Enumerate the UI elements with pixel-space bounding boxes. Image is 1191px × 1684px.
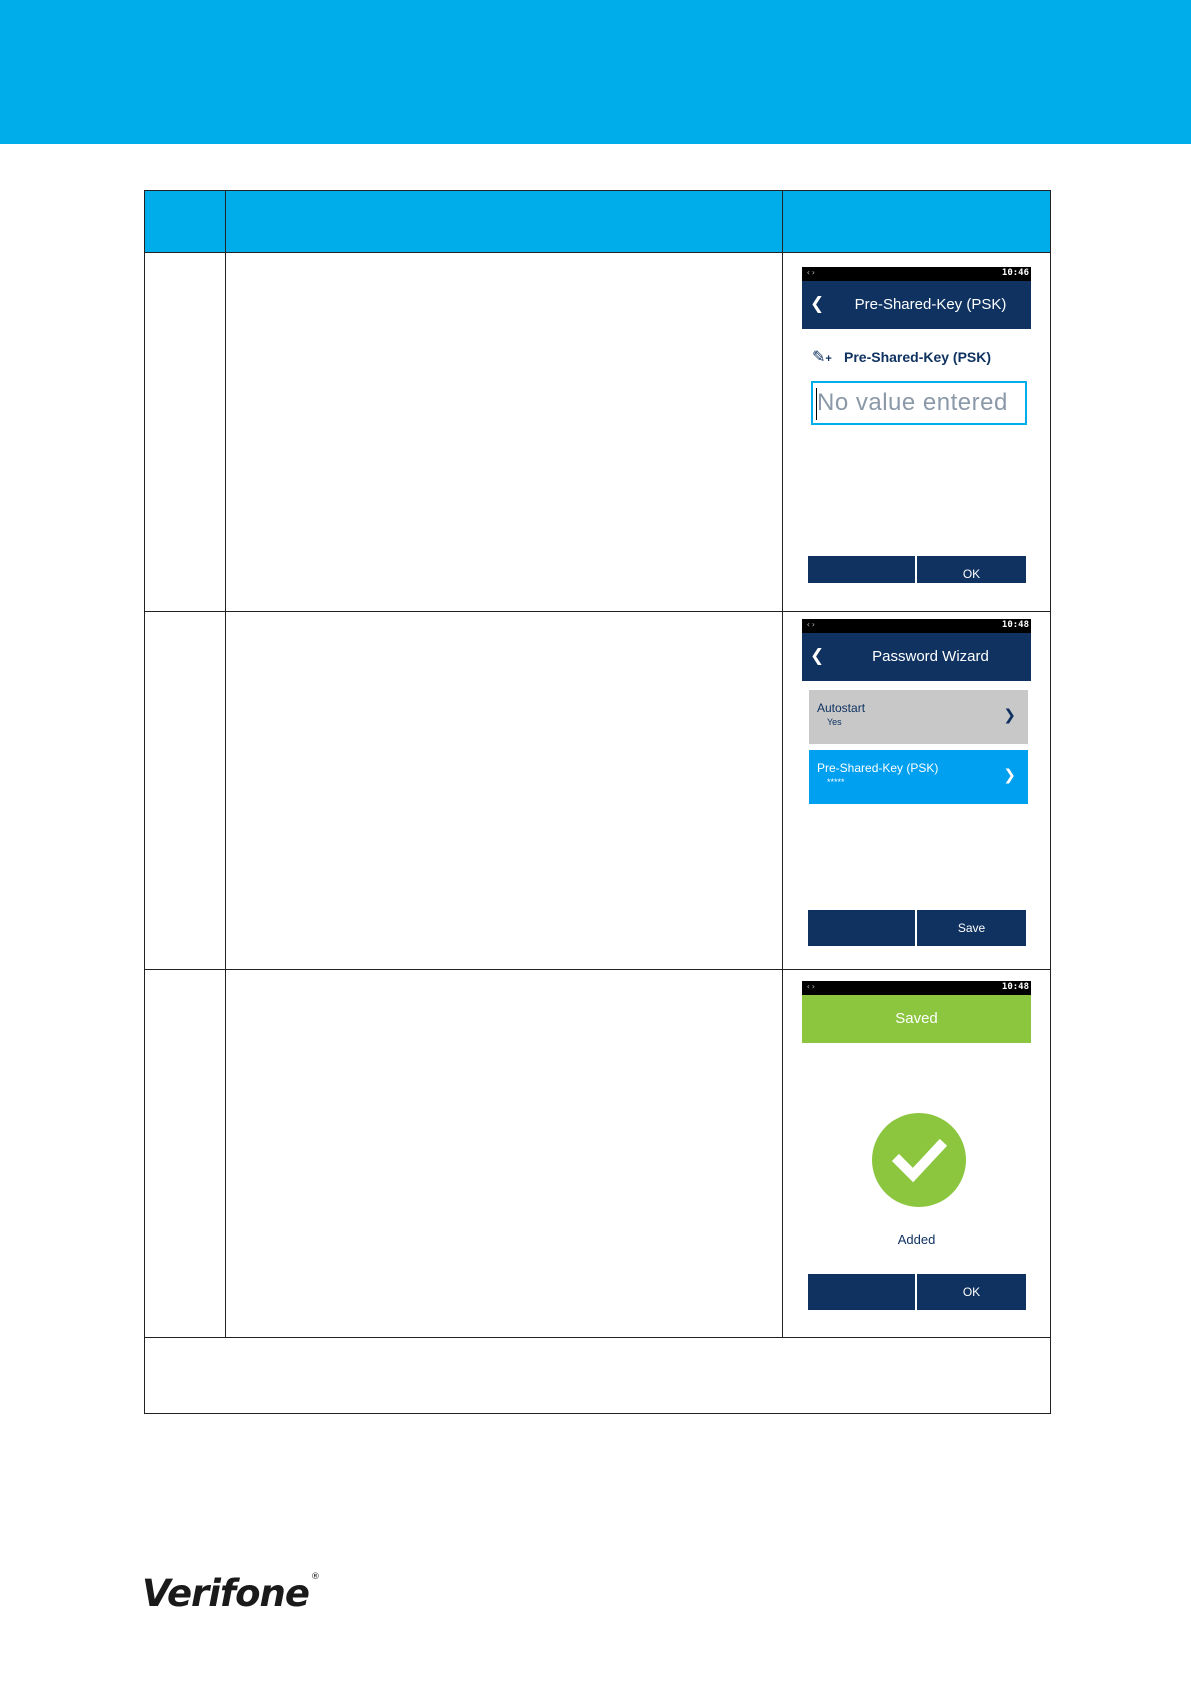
left-soft-button[interactable] [808, 1274, 915, 1310]
chevron-right-icon: ❯ [1003, 707, 1016, 724]
row-divider [145, 969, 1050, 970]
status-message: Added [897, 1232, 936, 1247]
verifone-logo [142, 1572, 319, 1616]
device-screen-psk-entry [802, 267, 1031, 583]
device-screen-password-wizard [802, 619, 1031, 956]
left-soft-button[interactable] [808, 556, 915, 583]
screen-title-bar [802, 633, 1031, 681]
saved-banner: Saved [802, 995, 1031, 1043]
field-label [812, 347, 991, 367]
row-divider [145, 1337, 1050, 1338]
table-header [145, 191, 1050, 253]
psk-input[interactable] [811, 381, 1027, 425]
signal-icon: ‹› [806, 982, 816, 991]
left-soft-button[interactable] [808, 910, 915, 946]
procedure-table [144, 190, 1051, 1414]
button-row [808, 1274, 1026, 1310]
button-row [808, 910, 1026, 946]
menu-item-value: ***** [827, 777, 845, 787]
field-label-text: Pre-Shared-Key (PSK) [844, 349, 992, 365]
status-time: 10:46 [1001, 268, 1029, 278]
status-bar [802, 267, 1031, 281]
back-chevron-icon[interactable]: ❮ [810, 646, 825, 665]
menu-item-psk[interactable] [809, 750, 1028, 804]
screen-title: Password Wizard [872, 648, 989, 665]
header-band [0, 0, 1191, 144]
text-caret [816, 388, 817, 420]
edit-pen-icon: ✎+ [812, 349, 832, 366]
status-bar [802, 619, 1031, 633]
menu-item-label: Autostart [817, 701, 866, 715]
screen-title: Pre-Shared-Key (PSK) [854, 296, 1007, 313]
column-divider [782, 191, 783, 1337]
ok-button[interactable]: OK [917, 1274, 1026, 1310]
button-row [808, 556, 1026, 583]
device-screen-saved [802, 981, 1031, 1323]
save-button[interactable]: Save [917, 910, 1026, 946]
status-time: 10:48 [1001, 620, 1029, 630]
status-time: 10:48 [1001, 982, 1029, 992]
logo-text: Verifone [142, 1572, 309, 1615]
signal-icon: ‹› [806, 268, 816, 277]
column-divider [225, 191, 226, 1337]
signal-icon: ‹› [806, 620, 816, 629]
row-divider [145, 611, 1050, 612]
chevron-right-icon: ❯ [1003, 767, 1016, 784]
back-chevron-icon[interactable]: ❮ [810, 294, 825, 313]
checkmark-glyph [872, 1113, 966, 1207]
checkmark-icon [872, 1113, 966, 1207]
status-bar [802, 981, 1031, 995]
menu-item-label: Pre-Shared-Key (PSK) [817, 761, 939, 775]
ok-button[interactable]: OK [917, 556, 1026, 583]
psk-input-placeholder: No value entered [817, 389, 1008, 416]
screen-title-bar [802, 281, 1031, 329]
registered-mark: ® [310, 1572, 319, 1582]
menu-item-value: Yes [827, 717, 842, 727]
menu-item-autostart[interactable] [809, 690, 1028, 744]
